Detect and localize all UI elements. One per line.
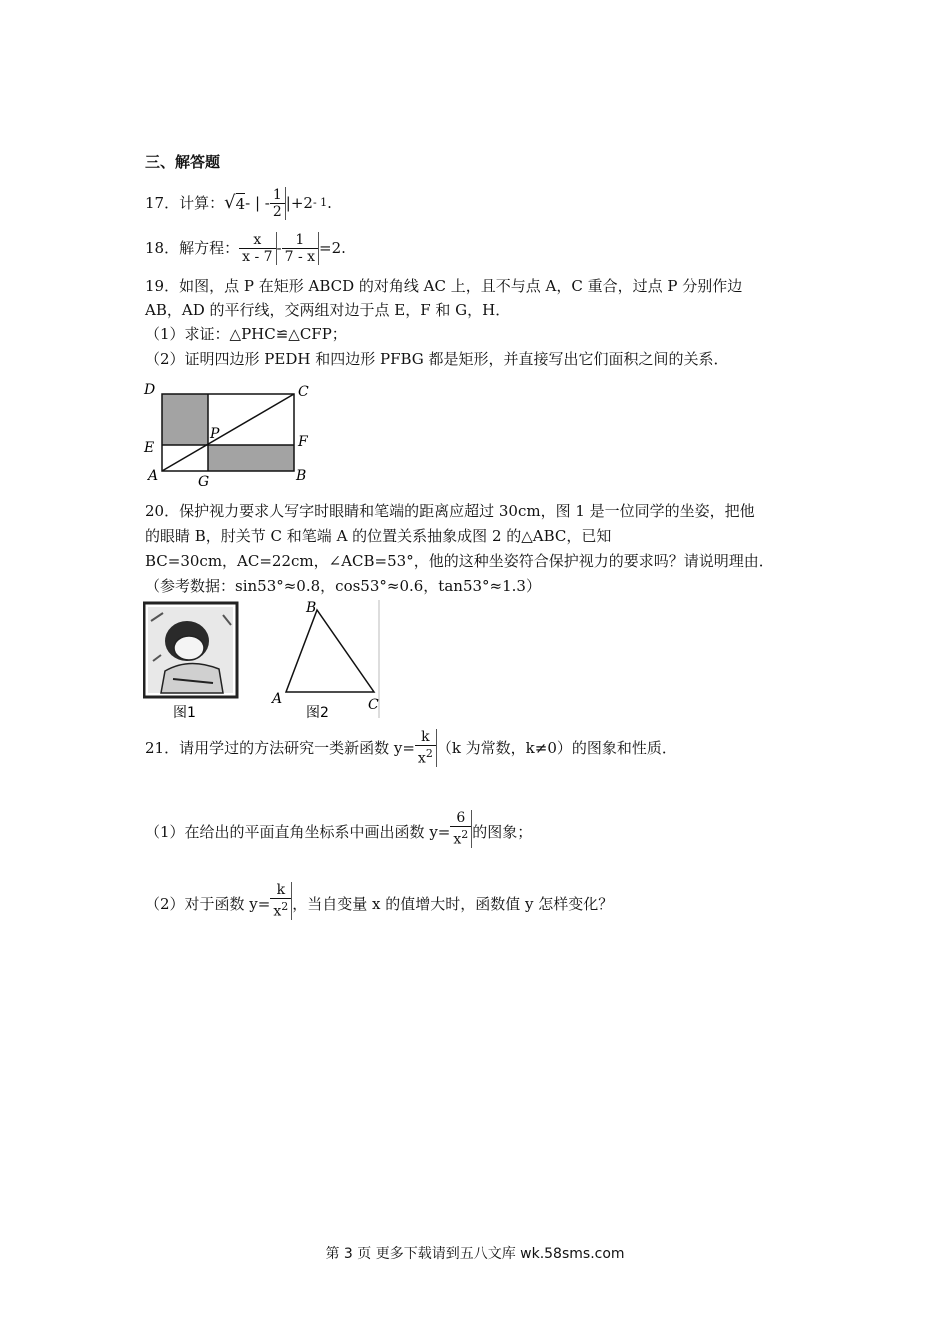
q18-f1-num: x [253, 231, 262, 248]
q18-f1-den: x - 7 [239, 248, 275, 265]
q20-figure-2 [262, 596, 384, 722]
q21-x-c: x [273, 904, 282, 920]
question-21 [145, 724, 677, 772]
q21-p2-post: ，当自变量 x 的值增大时，函数值 y 怎样变化？ [292, 895, 614, 913]
q21-frac-k: k [421, 729, 430, 746]
q17-radicand: 4 [235, 194, 246, 213]
sqrt-icon: √ [224, 192, 236, 213]
q19-line1: 19．如图，点 P 在矩形 ABCD 的对角线 AC 上，且不与点 A，C 重合，过点 P 分别作边 [145, 277, 743, 295]
q21-fraction-k-b [270, 882, 292, 920]
label-f: F [298, 434, 308, 450]
q17-end: . [327, 194, 332, 212]
question-18 [145, 228, 346, 268]
q18-f2-den: 7 - x [282, 248, 318, 265]
q21-part2 [145, 870, 613, 920]
question-17 [145, 186, 332, 220]
q21-intro-pre: 21．请用学过的方法研究一类新函数 y= [145, 739, 415, 757]
label-e: E [144, 440, 155, 456]
q21-p2-pre: （2）对于函数 y= [145, 895, 271, 913]
q19-rectangle-figure [140, 378, 320, 490]
q21-frac-x2-c [270, 898, 291, 920]
page-footer: 第 3 页 更多下载请到五八文库 wk.58sms.com [325, 1246, 625, 1262]
label-d: D [144, 382, 156, 398]
q17-frac-num: 1 [272, 186, 282, 203]
student-body-icon [161, 663, 223, 693]
label-c: C [298, 384, 309, 400]
q21-x: x [417, 750, 426, 767]
q18-f2-num: 1 [295, 231, 305, 248]
label-g: G [198, 474, 210, 490]
q18-tail: =2. [319, 239, 346, 257]
q20-line4: （参考数据：sin53°≈0.8，cos53°≈0.6，tan53°≈1.3） [145, 577, 541, 595]
q21-x-b: x [453, 832, 462, 848]
q21-frac-x2-b [450, 826, 471, 848]
label-b: B [296, 468, 307, 484]
q21-fraction-6 [450, 810, 472, 848]
q20-line3: BC=30cm，AC=22cm，∠ACB=53°，他的这种坐姿符合保护视力的要求吗？请说明理由． [145, 552, 774, 570]
q21-p1-pre: （1）在给出的平面直角坐标系中画出函数 y= [145, 823, 451, 841]
fig2-caption: 图2 [306, 705, 329, 721]
label-b: B [306, 600, 317, 616]
q21-frac-6: 6 [456, 810, 466, 827]
q21-exp-c: 2 [281, 900, 289, 914]
q20-line1: 20．保护视力要求人写字时眼睛和笔端的距离应超过 30cm，图 1 是一位同学的坐姿，把他 [145, 502, 755, 520]
q21-fraction-k [415, 729, 437, 767]
triangle-abc [286, 610, 374, 692]
label-p: P [210, 426, 220, 442]
q17-fraction [270, 187, 286, 220]
q18-fraction-1 [239, 232, 276, 265]
section-title: 三、解答题 [145, 153, 221, 171]
shaded-rect-pedh [162, 394, 208, 445]
q17-minus-abs: - | - [245, 194, 270, 212]
q17-exponent: - 1 [312, 196, 328, 209]
fig1-caption: 图1 [173, 705, 196, 721]
q21-exp: 2 [425, 747, 433, 761]
q21-exp-b: 2 [461, 828, 469, 842]
q19-line2: AB，AD 的平行线，交两组对边于点 E，F 和 G，H． [145, 301, 511, 319]
q21-frac-k-b: k [276, 882, 286, 899]
q19-part2: （2）证明四边形 PEDH 和四边形 PFBG 都是矩形，并直接写出它们面积之间的关系． [145, 350, 729, 368]
shaded-rect-pfbg [208, 445, 294, 471]
q17-tail: |+2 [285, 194, 313, 212]
q18-prefix: 18．解方程： [145, 239, 240, 257]
q21-p1-post: 的图象； [472, 823, 533, 841]
label-c: C [368, 697, 379, 713]
student-face-icon [174, 636, 204, 660]
q18-fraction-2 [282, 232, 319, 265]
q21-frac-x2 [415, 745, 436, 767]
label-a: A [272, 691, 283, 707]
q19-part1: （1）求证：△PHC≌△CFP； [145, 325, 347, 343]
q17-number: 17．计算： [145, 194, 225, 212]
label-a: A [148, 468, 159, 484]
q21-part1 [145, 798, 532, 848]
q20-figure-1 [143, 601, 239, 721]
q20-line2: 的眼睛 B，肘关节 C 和笔端 A 的位置关系抽象成图 2 的△ABC，已知 [145, 527, 612, 545]
q18-minus: - [276, 239, 282, 257]
q21-intro-post: （k 为常数，k≠0）的图象和性质． [436, 739, 677, 757]
q17-frac-den: 2 [270, 203, 285, 220]
